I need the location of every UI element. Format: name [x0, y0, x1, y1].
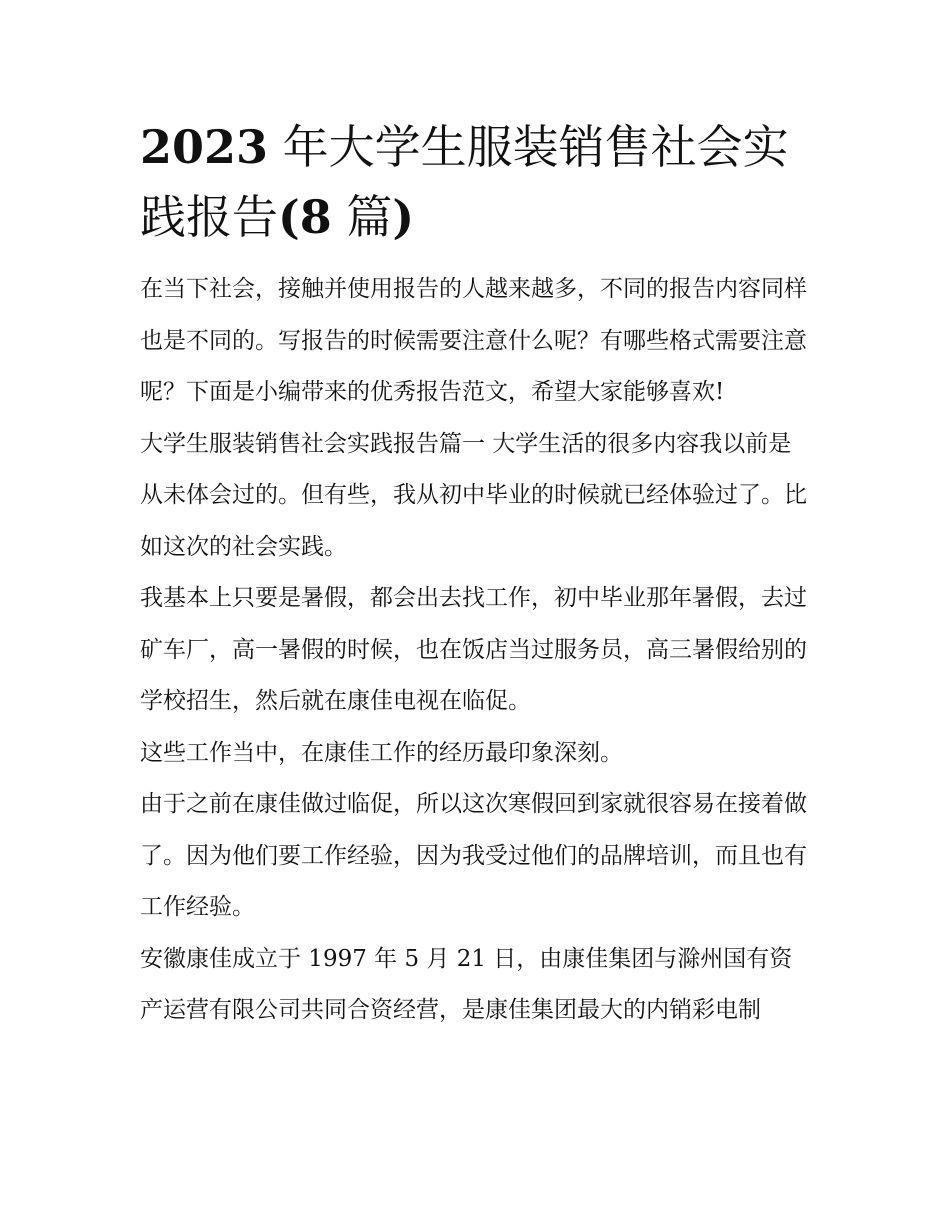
paragraph-intro: 在当下社会，接触并使用报告的人越来越多，不同的报告内容同样也是不同的。写报告的时候需要注意什么呢？有哪些格式需要注意呢？下面是小编带来的优秀报告范文，希望大家能够喜欢!	[140, 276, 807, 405]
paragraph-5: 安徽康佳成立于 1997 年 5 月 21 日，由康佳集团与滁州国有资产运营有限公司共同合资经营，是康佳集团最大的内销彩电制	[140, 945, 793, 1023]
document-title: 2023 年大学生服装销售社会实践报告(8 篇)	[140, 120, 789, 244]
title-numeral: (8	[278, 190, 332, 244]
paragraph-1: 大学生服装销售社会实践报告篇一 大学生活的很多内容我以前是从未体会过的。但有些，我从初中毕业的时候就已经体验过了。比如这次的社会实践。	[140, 430, 807, 560]
paragraph-2: 我基本上只要是暑假，都会出去找工作，初中毕业那年暑假，去过矿车厂，高一暑假的时候，也在饭店当过服务员，高三暑假给别的学校招生，然后就在康佳电视在临促。	[140, 585, 807, 714]
title-numeral: 2023	[140, 120, 269, 174]
paragraph-3: 这些工作当中，在康佳工作的经历最印象深刻。	[140, 739, 623, 766]
document-body	[140, 112, 812, 1037]
title-numeral: )	[392, 190, 415, 244]
paragraph-4: 由于之前在康佳做过临促，所以这次寒假回到家就很容易在接着做了。因为他们要工作经验，因为我受过他们的品牌培训，而且也有工作经验。	[140, 791, 807, 920]
